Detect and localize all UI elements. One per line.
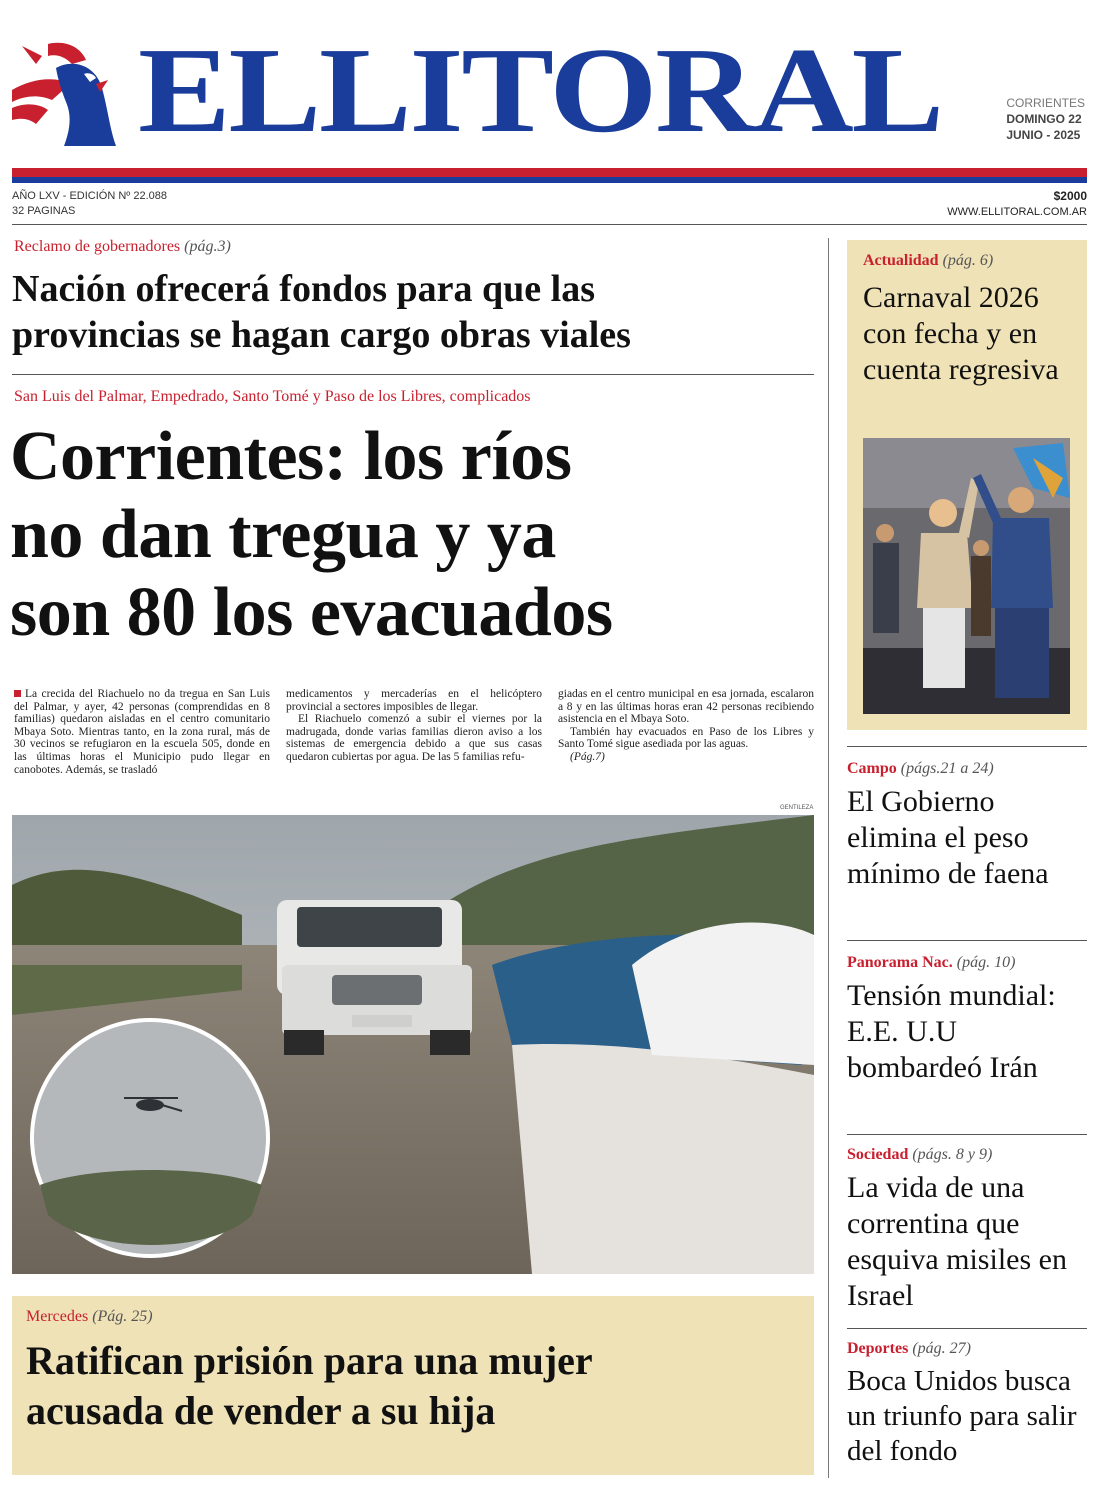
bullet-square-icon <box>14 690 21 697</box>
sidebar-item-sociedad[interactable] <box>847 1146 1087 1314</box>
main-story-column-1 <box>14 688 270 776</box>
website-link[interactable]: WWW.ELLITORAL.COM.AR <box>947 206 1087 218</box>
edition-info <box>12 189 167 219</box>
price: $2000 <box>1053 189 1087 203</box>
main-story-headline-line1: Corrientes: los ríos <box>10 418 572 495</box>
main-story-col2a-text: medicamentos y mercaderías en el helicóptero provincial a sectores imposibles de llegar. <box>286 688 542 713</box>
sidebar-item-panorama[interactable] <box>847 954 1087 1086</box>
main-story-headline[interactable] <box>10 418 820 652</box>
campo-page-ref: (págs.21 a 24) <box>900 760 994 777</box>
masthead-date-block <box>1006 95 1085 143</box>
page-count: 32 PAGINAS <box>12 205 76 217</box>
bottom-story-headline-line2: acusada de vender a su hija <box>26 1388 496 1433</box>
actualidad-kicker <box>863 252 993 270</box>
sociedad-headline: La vida de una correntina que esquiva misiles en Israel <box>847 1171 1067 1312</box>
bottom-story-box[interactable] <box>12 1296 814 1475</box>
masthead-day: DOMINGO 22 <box>1006 112 1082 126</box>
flood-photo[interactable] <box>12 815 814 1274</box>
edition-line: AÑO LXV - EDICIÓN Nº 22.088 <box>12 190 168 202</box>
deportes-kicker <box>847 1340 1087 1358</box>
actualidad-headline: Carnaval 2026 con fecha y en cuenta regresiva <box>863 281 1059 386</box>
main-story-col3b-text: También hay evacuados en Paso de los Libres y Santo Tomé sigue asediada por las aguas. <box>558 725 814 751</box>
sociedad-page-ref: (págs. 8 y 9) <box>912 1146 993 1163</box>
bottom-story-headline <box>26 1336 806 1436</box>
main-story-col1-text: La crecida del Riachuelo no da tregua en San Luis del Palmar, y ayer, 42 personas (comprendidas en 8 familias) quedaron aisladas en el centro comunitario Mbaya Soto. Mientras tanto, en la zona rural, más de 30 vecinos se refugiaron en la escuela 505, donde en las últimas horas el Municipio pudo llegar en canobotes. Además, se trasladó <box>14 688 270 776</box>
photo-credit: GENTILEZA <box>780 805 814 811</box>
divider <box>12 374 814 375</box>
sidebar-item-deportes[interactable] <box>847 1340 1087 1469</box>
top-story-kicker-text: Reclamo de gobernadores <box>14 238 181 255</box>
top-story-kicker <box>14 238 231 256</box>
actualidad-kicker-text: Actualidad <box>863 252 939 269</box>
divider <box>847 1328 1087 1329</box>
deportes-page-ref: (pág. 27) <box>912 1340 971 1357</box>
deportes-headline: Boca Unidos busca un triunfo para salir del fondo <box>847 1365 1077 1467</box>
divider <box>12 224 1087 225</box>
masthead-blue-bar <box>12 177 1087 183</box>
actualidad-page-ref: (pág. 6) <box>942 252 994 269</box>
column-divider <box>828 238 829 1478</box>
helicopter-inset-photo <box>32 1020 268 1256</box>
bottom-story-kicker-text: Mercedes <box>26 1308 89 1325</box>
top-story-headline[interactable] <box>12 266 812 358</box>
carnaval-photo <box>863 438 1070 714</box>
panorama-page-ref: (pág. 10) <box>956 954 1016 971</box>
main-story-headline-line2: no dan tregua y ya <box>10 496 556 573</box>
pickup-truck <box>277 900 472 1055</box>
rooster-logo-icon <box>12 38 124 148</box>
top-story-page-ref: (pág.3) <box>184 238 231 255</box>
main-story-col2b-text: El Riachuelo comenzó a subir el viernes por la madrugada, donde varias familias dieron aviso a los sistemas de emergencia debido a que sus casas quedaron cubiertas por agua. De las 5 familias refu- <box>286 713 542 763</box>
masthead-city: CORRIENTES <box>1006 96 1085 110</box>
actualidad-box[interactable] <box>847 240 1087 730</box>
divider <box>847 746 1087 747</box>
deportes-kicker-text: Deportes <box>847 1340 909 1357</box>
panorama-headline: Tensión mundial: E.E. U.U bombardeó Irán <box>847 979 1056 1084</box>
masthead-logo-text: ELLITORAL <box>138 23 942 158</box>
main-story-column-2 <box>286 688 542 764</box>
panorama-kicker <box>847 954 1087 972</box>
main-story-page-ref: (Pág.7) <box>570 750 605 763</box>
main-story-column-3 <box>558 688 814 764</box>
sociedad-kicker-text: Sociedad <box>847 1146 909 1163</box>
main-story-kicker: San Luis del Palmar, Empedrado, Santo Tomé y Paso de los Libres, complicados <box>14 388 531 405</box>
main-story-col3a-text: giadas en el centro municipal en esa jornada, escalaron a 8 y en las últimas horas eran 42 personas recibiendo asistencia en el Mbaya Soto. <box>558 688 814 726</box>
top-story-headline-line2: provincias se hagan cargo obras viales <box>12 314 631 356</box>
bottom-story-kicker <box>26 1308 153 1326</box>
divider <box>847 940 1087 941</box>
masthead-month-year: JUNIO - 2025 <box>1006 128 1081 142</box>
masthead-red-bar <box>12 168 1087 177</box>
campo-headline: El Gobierno elimina el peso mínimo de faena <box>847 785 1049 890</box>
price-block <box>947 188 1087 220</box>
top-story-headline-line1: Nación ofrecerá fondos para que las <box>12 268 595 310</box>
campo-kicker-text: Campo <box>847 760 897 777</box>
main-story-headline-line3: son 80 los evacuados <box>10 574 613 651</box>
campo-kicker <box>847 760 1087 778</box>
bottom-story-page-ref: (Pág. 25) <box>92 1308 153 1325</box>
sidebar-item-campo[interactable] <box>847 760 1087 892</box>
bottom-story-headline-line1: Ratifican prisión para una mujer <box>26 1338 593 1383</box>
sociedad-kicker <box>847 1146 1087 1164</box>
panorama-kicker-text: Panorama Nac. <box>847 954 953 971</box>
divider <box>847 1134 1087 1135</box>
